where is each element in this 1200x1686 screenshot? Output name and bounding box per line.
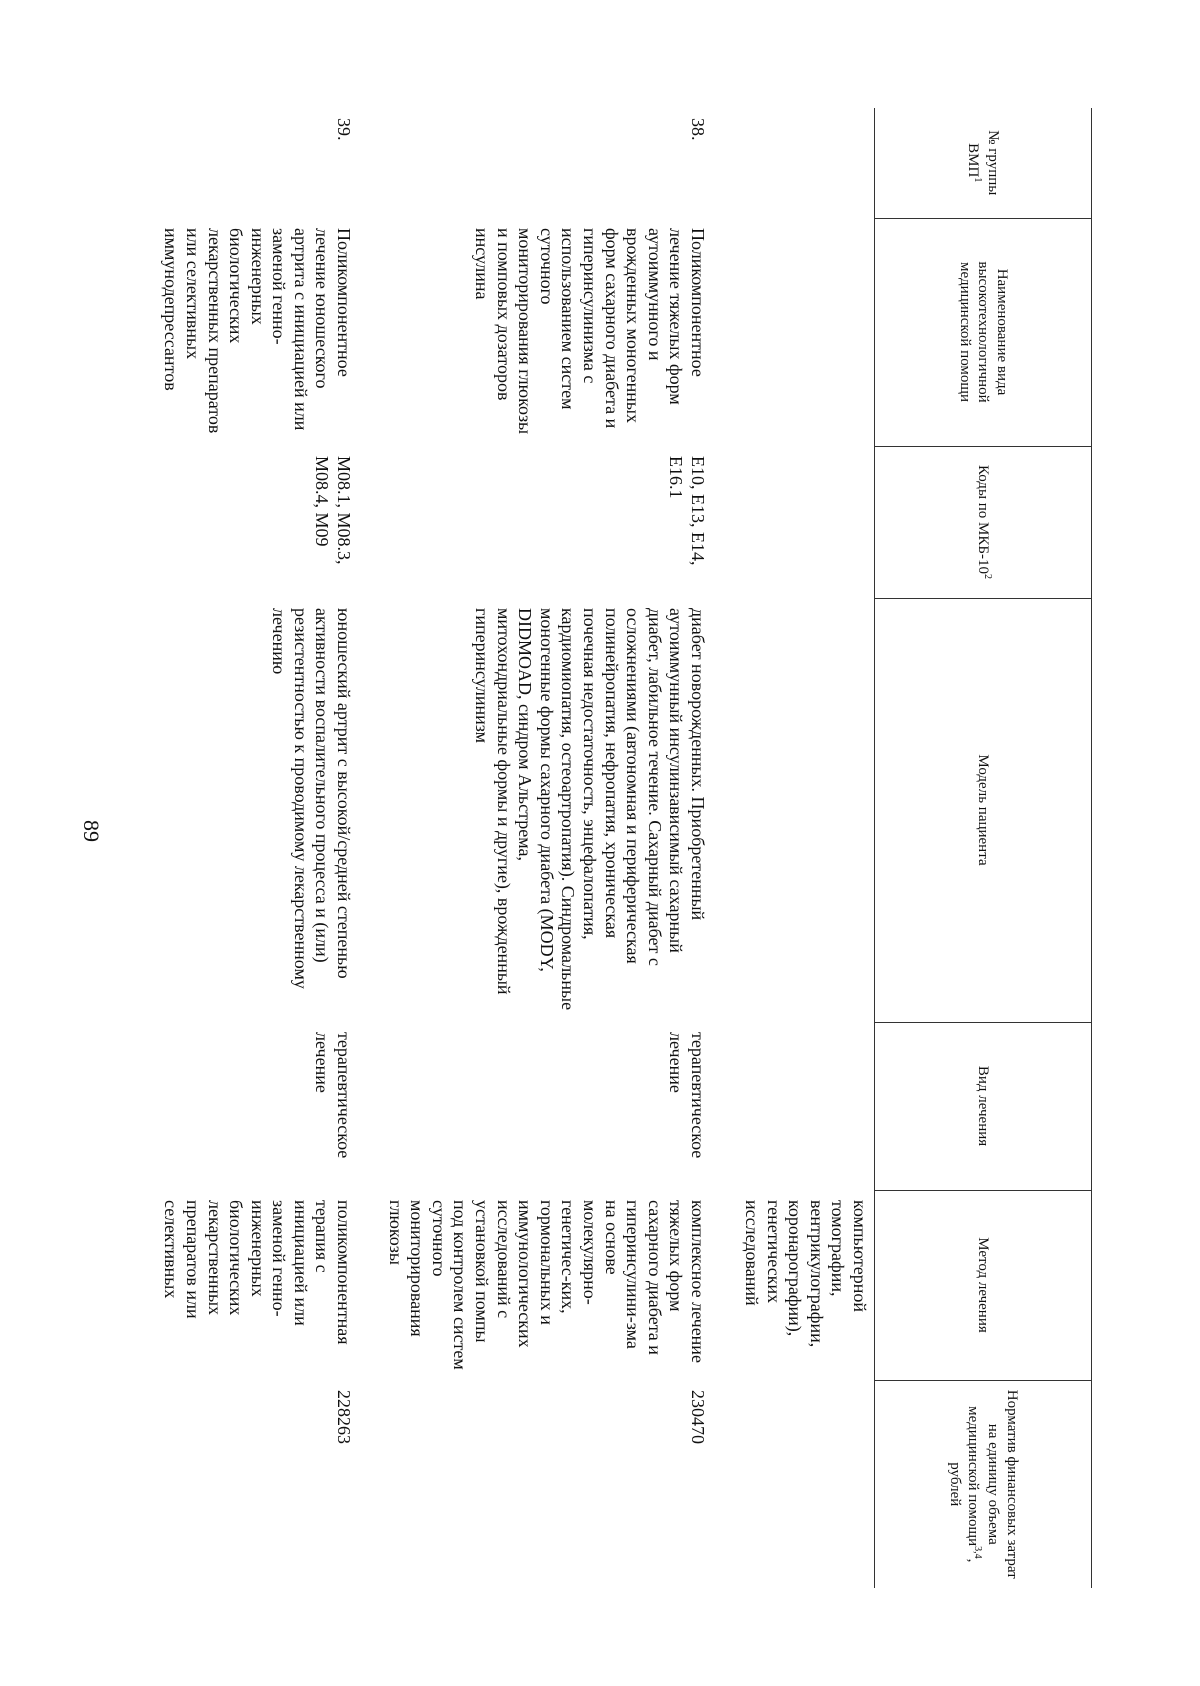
cell-treatment-type: терапевтическое лечение — [312, 1032, 355, 1159]
header-patient-model: Модель пациента — [875, 598, 1092, 1022]
table-row — [156, 108, 380, 1588]
header-treatment-method: Метод лечения — [875, 1190, 1092, 1380]
cell-patient-model: юношеский артрит с высокой/средней степенью активности воспалительного процесса и (или) резистентностью к проводимому лекарственному лечению — [269, 608, 355, 989]
cell-group-number: 39. — [334, 118, 355, 141]
cell-patient-model: диабет новорожденных. Приобретенный аутоиммунный инсулинзависимый сахарный диабет, лабильное течение. Сахарный диабет с осложнениями (автономная и периферическая полинейропатия, нефропатия, хроническая почечная недостаточность, энцефалопатия, кардиомиопатия, остеоартропатия). Синдромальные моногенные формы сахарного диабета (MODY, DIDMOAD, синдром Альстрема, митохондриальные формы и другие), врожденный гиперинсулинизм — [472, 608, 708, 1011]
header-vmp-name: Наименование вида высокотехнологичной медицинской помощи — [875, 218, 1092, 446]
header-group-number: № группы ВМП$^1$ — [875, 108, 1092, 218]
cell-cost-norm: 228263 — [334, 1390, 355, 1444]
cell-icd-codes: E10, E13, E14, E16.1 — [666, 456, 708, 566]
table-row — [380, 108, 728, 1588]
cell-treatment-method: поликомпонентная терапия с инициацией или заменой генно-инженерных биологических лекарственных препаратов или селективных — [161, 1200, 355, 1345]
cell-vmp-name: Поликомпонентное лечение юношеского артрита с инициацией или заменой генно-инженерных биологических лекарственных препаратов или селективных иммунодепрессантов — [161, 228, 355, 434]
header-treatment-type: Вид лечения — [875, 1022, 1092, 1190]
cell-treatment-method: комплексное лечение тяжелых форм сахарного диабета и гиперинсулини-зма на основе молекулярно-генетичес-ких, гормональных и иммунологических исследований с установкой помпы под контролем систем суточного мониторирования глюкозы — [385, 1200, 708, 1370]
cell-treatment-type: терапевтическое лечение — [666, 1032, 708, 1159]
header-cost-norm: Норматив финансовых затрат на единицу объема медицинской помощи$^{3,4}$, рублей — [875, 1380, 1092, 1588]
cell-cost-norm: 230470 — [688, 1390, 708, 1444]
header-icd-codes: Коды по МКБ-$10^2$ — [875, 446, 1092, 598]
cell-method: компьютерной томографии, вентрикулографии, коронарографии), генетических исследований — [742, 1200, 870, 1348]
header-row — [875, 108, 1092, 1588]
cell-icd-codes: M08.1, M08.3, M08.4, M09 — [312, 456, 355, 565]
cell-group-number: 38. — [688, 118, 708, 141]
table-row-continuation — [728, 108, 875, 1588]
vmp-table — [156, 108, 1092, 1588]
page-number: 89 — [79, 820, 104, 842]
cell-vmp-name: Поликомпонентное лечение тяжелых форм аутоиммунного и врожденных моногенных форм сахарного диабета и гиперинсулинизма с использованием систем суточного мониторирования глюкозы и помповых дозаторов инсулина — [472, 228, 708, 435]
